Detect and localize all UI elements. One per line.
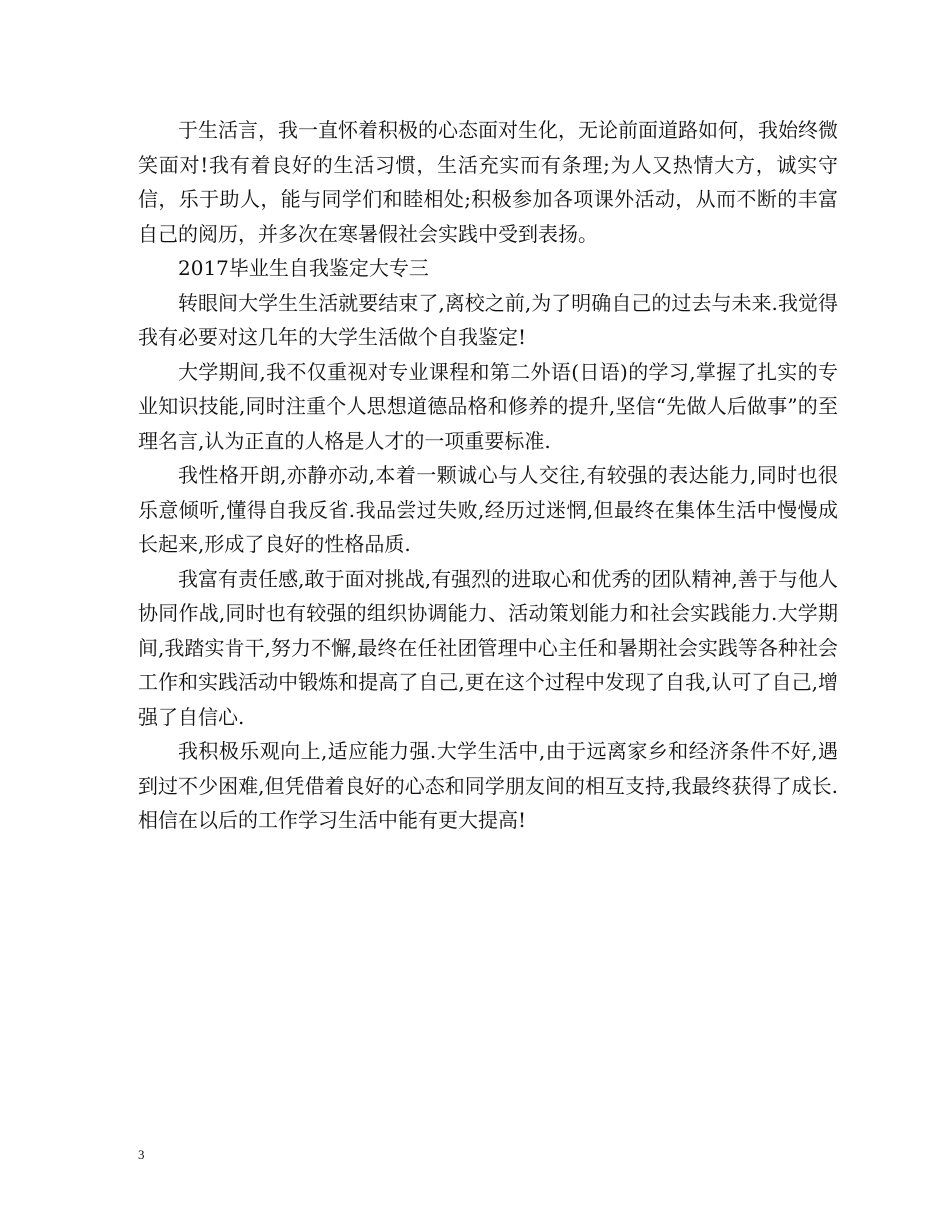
paragraph-life-attitude: 于生活言，我一直怀着积极的心态面对生化，无论前面道路如何，我始终微笑面对!我有着良好的生活习惯，生活充实而有条理;为人又热情大方，诚实守信，乐于助人，能与同学们和睦相处;积极参加各项课外活动，从而不断的丰富自己的阅历，并多次在寒暑假社会实践中受到表扬。: [138, 118, 838, 246]
document-body: [138, 113, 838, 838]
paragraph-personality: 我性格开朗,亦静亦动,本着一颗诚心与人交往,有较强的表达能力,同时也很乐意倾听,懂得自我反省.我品尝过失败,经历过迷惘,但最终在集体生活中慢慢成长起来,形成了良好的性格品质.: [138, 463, 838, 556]
paragraph-responsibility: 我富有责任感,敢于面对挑战,有强烈的进取心和优秀的团队精神,善于与他人协同作战,同时也有较强的组织协调能力、活动策划能力和社会实践能力.大学期间,我踏实肯干,努力不懈,最终在任社团管理中心主任和暑期社会实践等各种社会工作和实践活动中锻炼和提高了自己,更在这个过程中发现了自我,认可了自己,增强了自信心.: [138, 566, 838, 729]
paragraph-intro: 转眼间大学生生活就要结束了,离校之前,为了明确自己的过去与未来.我觉得我有必要对这几年的大学生活做个自我鉴定!: [138, 290, 838, 349]
page-number: 3: [138, 1147, 145, 1162]
section-heading: 2017毕业生自我鉴定大专三: [178, 256, 429, 280]
paragraph-optimism: 我积极乐观向上,适应能力强.大学生活中,由于远离家乡和经济条件不好,遇到过不少困难,但凭借着良好的心态和同学朋友间的相互支持,我最终获得了成长.相信在以后的工作学习生活中能有更大提高!: [138, 739, 838, 832]
paragraph-study: 大学期间,我不仅重视对专业课程和第二外语(日语)的学习,掌握了扎实的专业知识技能,同时注重个人思想道德品格和修养的提升,坚信“先做人后做事”的至理名言,认为正直的人格是人才的一项重要标准.: [138, 359, 838, 453]
